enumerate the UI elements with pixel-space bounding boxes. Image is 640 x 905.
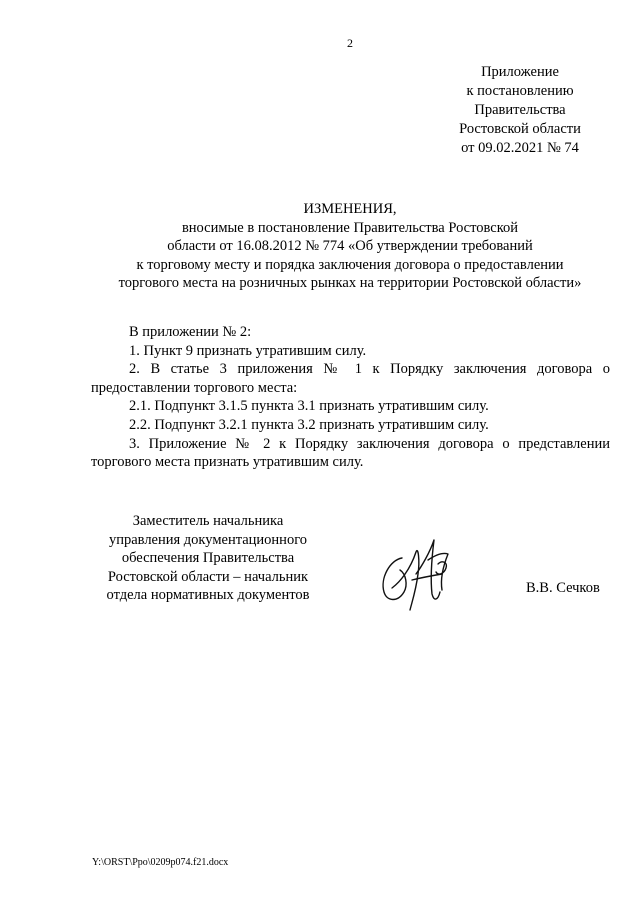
- heading-line: к торговому месту и порядка заключения договора о предоставлении: [136, 256, 564, 273]
- signer-title-line: управления документационного: [108, 531, 308, 548]
- heading-line: области от 16.08.2012 № 774 «Об утверждении требований: [167, 238, 533, 254]
- appendix-line: Приложение: [481, 64, 559, 80]
- page-number: 2: [347, 36, 353, 50]
- heading-line: вносимые в постановление Правительства Ростовской: [181, 219, 519, 236]
- body-paragraph: 2.2. Подпункт 3.2.1 пункта 3.2 признать утратившим силу.: [129, 416, 489, 433]
- heading-line: торгового места на розничных рынках на территории Ростовской области»: [118, 275, 582, 291]
- heading-title: ИЗМЕНЕНИЯ,: [303, 201, 397, 217]
- body-paragraph: 3. Приложение № 2 к Порядку заключения договора о представлении торгового места признать утратившим силу.: [91, 435, 610, 471]
- signer-title-line: обеспечения Правительства: [121, 550, 295, 567]
- signer-name: В.В. Сечков: [526, 580, 600, 596]
- file-path: Y:\ORST\Ppo\0209p074.f21.docx: [92, 857, 229, 868]
- body-paragraph: 1. Пункт 9 признать утратившим силу.: [129, 342, 367, 359]
- appendix-line: Ростовской области: [459, 121, 581, 137]
- appendix-block: [430, 63, 610, 158]
- signer-title-line: отдела нормативных документов: [106, 587, 310, 604]
- document-body: [91, 323, 610, 472]
- appendix-line: Правительства: [474, 102, 566, 118]
- handwritten-signature: [372, 530, 472, 616]
- signer-title-line: Ростовской области – начальник: [107, 568, 309, 585]
- body-paragraph: 2.1. Подпункт 3.1.5 пункта 3.1 признать утратившим силу.: [129, 398, 489, 415]
- appendix-line: от 09.02.2021 № 74: [461, 140, 579, 156]
- signer-title: [88, 512, 328, 605]
- body-paragraph: 2. В статье 3 приложения № 1 к Порядку заключения договора о предоставлении торгового места:: [91, 361, 610, 396]
- document-heading: [60, 200, 640, 293]
- appendix-line: к постановлению: [466, 83, 574, 99]
- signer-title-line: Заместитель начальника: [132, 513, 284, 529]
- body-paragraph: В приложении № 2:: [129, 324, 252, 340]
